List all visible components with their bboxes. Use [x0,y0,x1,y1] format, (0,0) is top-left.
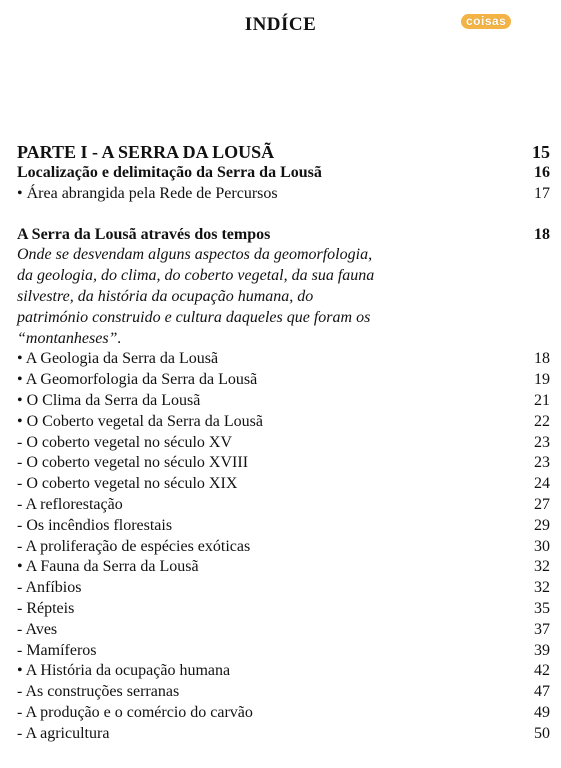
toc-entry [17,661,550,682]
toc-entry-label: A Serra da Lousã através dos tempos [17,225,271,243]
toc-entry-label: - As construções serranas [17,683,180,701]
toc-entry-label: Localização e delimitação da Serra da Lousã [17,164,322,181]
toc-entry-label: - Répteis [17,599,75,617]
toc-entry [17,557,550,578]
toc-entry [17,349,550,370]
toc-entry [17,620,550,641]
toc-entry-label: • A Geomorfologia da Serra da Lousã [17,371,258,389]
toc-entry-page: 24 [534,475,550,493]
toc-entry-page: 32 [534,558,550,576]
toc-entry-page: 37 [534,620,550,638]
toc-entry-page: 50 [534,724,550,742]
toc-entry-part-1 [17,142,550,163]
toc-entry-page: 18 [534,350,550,368]
toc-entry-page: 18 [534,225,550,243]
toc-entry-label: • A História da ocupação humana [17,662,231,680]
toc-entry-page: 42 [534,662,550,680]
toc-entry-page: 39 [534,641,550,659]
description-line: silvestre, da história da ocupação humana, do [17,287,314,305]
toc-entry-label: - A reflorestação [17,495,123,513]
table-of-contents [17,142,550,745]
toc-entry-label: - O coberto vegetal no século XVIII [17,454,249,472]
toc-entry-page: 35 [534,599,550,617]
toc-items-list [17,349,550,744]
toc-entry-page: 32 [534,579,550,597]
toc-entry [17,370,550,391]
toc-entry-page: 30 [534,537,550,555]
toc-entry-label: - A proliferação de espécies exóticas [17,537,251,555]
toc-entry-page: 17 [534,184,550,202]
toc-entry [17,433,550,454]
toc-entry-page: 47 [534,683,550,701]
toc-entry-label: - O coberto vegetal no século XIX [17,475,238,493]
coisas-logo: coisas [461,14,511,29]
toc-entry-label: • Área abrangida pela Rede de Percursos [17,184,278,202]
toc-entry-location [17,163,550,184]
toc-entry-page: 19 [534,371,550,389]
toc-entry [17,682,550,703]
toc-entry-area [17,184,550,205]
toc-entry-page: 21 [534,391,550,409]
toc-entry-label: - A produção e o comércio do carvão [17,703,253,721]
description-line: “montanheses”. [17,329,122,347]
toc-entry-label: - Mamíferos [17,641,97,659]
toc-entry-page: 22 [534,412,550,430]
toc-entry [17,516,550,537]
toc-entry [17,391,550,412]
toc-entry-label: • O Coberto vegetal da Serra da Lousã [17,412,263,430]
toc-entry-page: 49 [534,703,550,721]
description-line: património construido e cultura daqueles que foram os [17,308,371,326]
page-title: INDÍCE [244,14,317,35]
toc-entry-label: - Os incêndios florestais [17,516,173,534]
toc-entry-label: • O Clima da Serra da Lousã [17,391,201,409]
toc-entry-page: 27 [534,495,550,513]
toc-entry-page: 16 [534,164,550,181]
toc-entry [17,599,550,620]
toc-entry-label: • A Geologia da Serra da Lousã [17,350,219,368]
toc-entry-label: - Aves [17,620,58,638]
toc-entry-label: PARTE I - A SERRA DA LOUSÃ [17,142,275,162]
toc-entry-label: - Anfíbios [17,579,82,597]
toc-entry [17,412,550,433]
toc-section-heading [17,225,550,246]
toc-entry [17,537,550,558]
section-gap [17,205,550,225]
description-line: Onde se desvendam alguns aspectos da geomorfologia, [17,246,373,264]
toc-entry-page: 15 [532,142,550,162]
toc-entry [17,703,550,724]
toc-entry [17,578,550,599]
toc-entry-label: • A Fauna da Serra da Lousã [17,558,199,576]
toc-entry [17,453,550,474]
toc-entry [17,495,550,516]
section-description [17,245,487,349]
toc-entry-page: 29 [534,516,550,534]
toc-entry-page: 23 [534,433,550,451]
toc-entry [17,641,550,662]
description-line: da geologia, do clima, do coberto vegetal, da sua fauna [17,267,375,285]
toc-entry-label: - O coberto vegetal no século XV [17,433,233,451]
toc-entry-page: 23 [534,454,550,472]
toc-entry [17,724,550,745]
toc-entry-label: - A agricultura [17,724,110,742]
toc-entry [17,474,550,495]
